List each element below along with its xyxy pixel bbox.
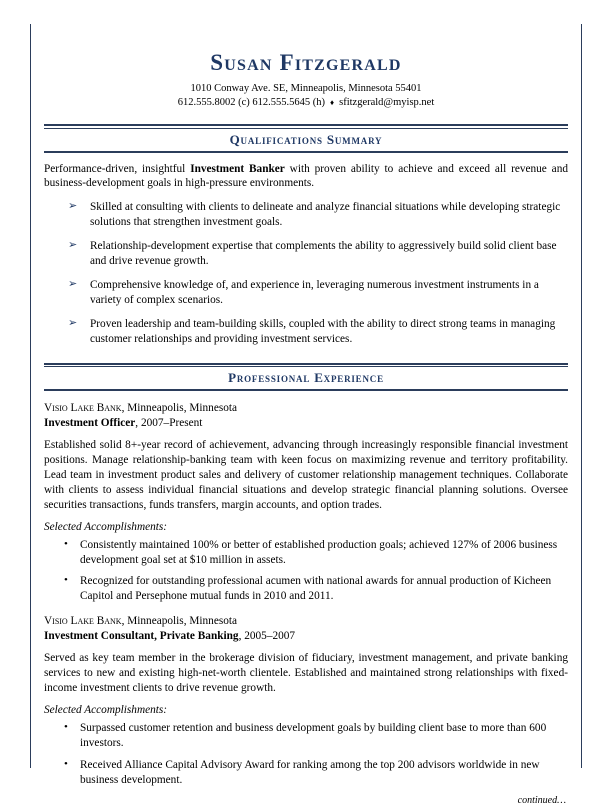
list-item-text: Comprehensive knowledge of, and experience in, leveraging numerous investment instruments in a variety of complex scenarios. bbox=[90, 278, 539, 306]
section-qualifications-summary bbox=[44, 124, 568, 347]
job-title-line bbox=[44, 630, 568, 642]
job-description: Served as key team member in the brokerage division of fiduciary, investment management, and private banking services to new and existing high-net-worth clientele. Established and maintained strong relationships with fixed-income investment clients to drive revenue growth. bbox=[44, 652, 568, 695]
list-item bbox=[68, 317, 568, 347]
list-item-text: Proven leadership and team-building skills, coupled with the ability to direct strong teams in managing customer relationships and providing investment services. bbox=[90, 317, 556, 345]
list-item-text: Relationship-development expertise that complements the ability to aggressively build solid client base and drive revenue growth. bbox=[90, 240, 557, 268]
arrow-bullet-icon: ➢ bbox=[68, 200, 78, 213]
list-item bbox=[64, 538, 568, 568]
dot-bullet-icon: • bbox=[64, 720, 68, 733]
experience-entry bbox=[44, 615, 568, 787]
page-title: Susan Fitzgerald bbox=[210, 50, 402, 75]
intro-text-bold: Investment Banker bbox=[190, 162, 285, 175]
resume-content bbox=[44, 34, 568, 806]
phone-numbers: 612.555.8002 (c) 612.555.5645 (h) bbox=[177, 97, 326, 108]
employer-name: Visio Lake Bank bbox=[44, 402, 122, 415]
list-item bbox=[68, 200, 568, 230]
list-item bbox=[64, 574, 568, 604]
resume-header bbox=[44, 50, 568, 108]
arrow-bullet-icon: ➢ bbox=[68, 316, 78, 329]
dot-bullet-icon: • bbox=[64, 537, 68, 550]
qualifications-bullet-list bbox=[44, 200, 568, 346]
employer-line bbox=[44, 402, 568, 414]
employer-location: , Minneapolis, Minnesota bbox=[121, 402, 238, 415]
arrow-bullet-icon: ➢ bbox=[68, 277, 78, 290]
job-dates: , 2007–Present bbox=[135, 417, 203, 430]
continued-note: continued… bbox=[517, 794, 566, 806]
email-address: sfitzgerald@myisp.net bbox=[339, 97, 435, 108]
job-dates: , 2005–2007 bbox=[238, 630, 296, 643]
list-item-text: Received Alliance Capital Advisory Award for ranking among the top 200 advisors worldwide in new business development. bbox=[80, 758, 540, 786]
intro-text-pre: Performance-driven, insightful bbox=[44, 162, 191, 175]
dot-bullet-icon: • bbox=[64, 757, 68, 770]
address-line: 1010 Conway Ave. SE, Minneapolis, Minnesota 55401 bbox=[190, 83, 422, 94]
qualifications-intro bbox=[44, 162, 568, 192]
section-rule-top bbox=[44, 124, 568, 126]
job-title: Investment Officer bbox=[44, 417, 136, 430]
list-item-text: Consistently maintained 100% or better of established production goals; achieved 127% of 2006 business development goal set at $10 million in assets. bbox=[80, 538, 558, 566]
accomplishments-label: Selected Accomplishments: bbox=[44, 703, 168, 716]
section-rule-bottom bbox=[44, 151, 568, 153]
list-item bbox=[64, 721, 568, 751]
accomplishments-label: Selected Accomplishments: bbox=[44, 520, 168, 533]
contact-line bbox=[44, 97, 568, 108]
employer-line bbox=[44, 615, 568, 627]
list-item-text: Skilled at consulting with clients to delineate and analyze financial situations while developing strategic solutions that strengthen investment goals. bbox=[90, 201, 561, 229]
section-heading: Qualifications Summary bbox=[229, 131, 383, 147]
accomplishments-list bbox=[44, 721, 568, 788]
dot-bullet-icon: • bbox=[64, 574, 68, 587]
intro-text-post: with proven ability to achieve and exceed all revenue and business-development goals in high-pressure environments. bbox=[44, 162, 568, 190]
section-heading: Professional Experience bbox=[228, 370, 384, 386]
job-title-line bbox=[44, 417, 568, 429]
list-item bbox=[64, 758, 568, 788]
list-item bbox=[68, 278, 568, 308]
job-description: Established solid 8+-year record of achievement, advancing through increasingly responsible financial investment positions. Manage relationship-banking team with keen focus on maximizing revenue and territory profitability. Lead team in investment product sales and delivery of customer relationship management techniques. Collaborate with clients to assess individual financial situations and develop strategic financial planning solutions. Oversee securities transactions, funds transfers, margin accounts, and option trades. bbox=[44, 439, 568, 511]
section-rule-top bbox=[44, 363, 568, 365]
diamond-icon: ♦ bbox=[330, 98, 335, 108]
employer-name: Visio Lake Bank bbox=[44, 615, 122, 628]
section-rule-bottom bbox=[44, 389, 568, 391]
accomplishments-list bbox=[44, 538, 568, 605]
job-title: Investment Consultant, Private Banking bbox=[44, 630, 239, 643]
list-item-text: Recognized for outstanding professional acumen with national awards for annual production of Kicheen Capitol and Persephone mutual funds in 2010 and 2011. bbox=[80, 575, 552, 603]
employer-location: , Minneapolis, Minnesota bbox=[121, 615, 238, 628]
arrow-bullet-icon: ➢ bbox=[68, 239, 78, 252]
list-item-text: Surpassed customer retention and business development goals by building client base to more than 600 investors. bbox=[80, 721, 547, 749]
list-item bbox=[68, 239, 568, 269]
section-professional-experience bbox=[44, 363, 568, 806]
experience-entry bbox=[44, 402, 568, 604]
